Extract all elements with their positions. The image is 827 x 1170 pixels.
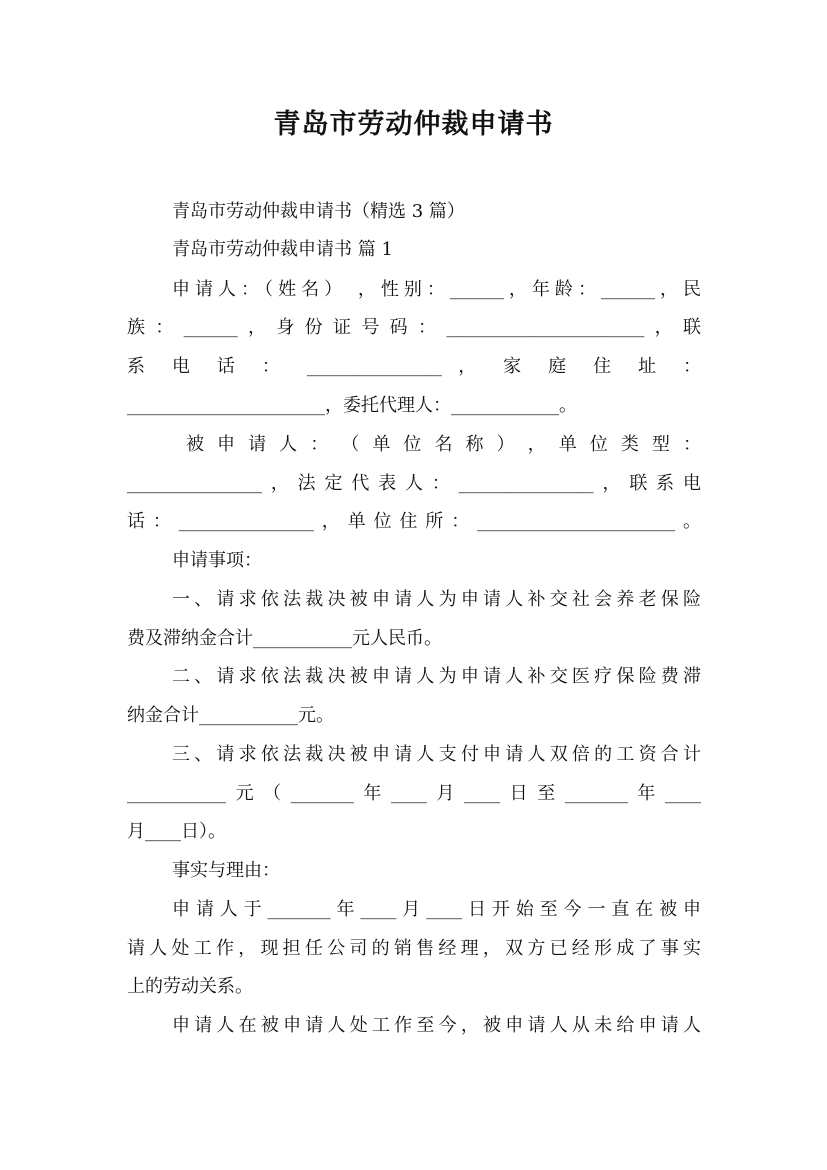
claim-3-line-2: ___________元（_______年____月____日至_______年____ bbox=[127, 783, 701, 804]
claim-1-line-1: 一、请求依法裁决被申请人为申请人补交社会养老保险 bbox=[172, 589, 701, 610]
facts-line-1: 申请人于_______年____月____日开始至今一直在被申 bbox=[172, 899, 701, 920]
facts-line-3: 上的劳动关系。 bbox=[127, 976, 253, 997]
claims-heading: 申请事项： bbox=[172, 550, 262, 571]
claim-2-line-2: 纳金合计___________元。 bbox=[127, 705, 334, 726]
document-title: 青岛市劳动仲裁申请书 bbox=[273, 109, 554, 140]
subtitle-line: 青岛市劳动仲裁申请书（精选 3 篇） bbox=[172, 201, 465, 222]
respondent-line-1: 被 申 请 人 ： （ 单 位 名 称 ） ， 单 位 类 型 ： bbox=[186, 434, 701, 455]
respondent-line-2: _______________，法定代表人：_______________，联系电 bbox=[127, 473, 701, 494]
claim-2-line-1: 二、请求依法裁决被申请人为申请人补交医疗保险费滞 bbox=[172, 666, 701, 687]
facts-line-4: 申请人在被申请人处工作至今，被申请人从未给申请人 bbox=[172, 1015, 701, 1036]
claim-3-line-1: 三、请求依法裁决被申请人支付申请人双倍的工资合计 bbox=[172, 744, 701, 765]
claim-3-line-3: 月____日）。 bbox=[127, 821, 226, 842]
applicant-line-1: 申请人：（姓名） ，性别：______，年龄：______，民 bbox=[172, 279, 701, 300]
claim-1-line-2: 费及滞纳金合计___________元人民币。 bbox=[127, 628, 442, 649]
section-heading: 青岛市劳动仲裁申请书 篇 1 bbox=[172, 239, 393, 260]
facts-heading: 事实与理由： bbox=[172, 860, 280, 881]
facts-line-2: 请人处工作，现担任公司的销售经理，双方已经形成了事实 bbox=[127, 938, 701, 959]
applicant-line-2: 族：______，身份证号码：______________________，联 bbox=[127, 317, 701, 338]
applicant-line-3: 系 电 话 ： _______________ ， 家 庭 住 址 ： bbox=[127, 356, 701, 377]
applicant-line-4: ______________________，委托代理人：____________。 bbox=[127, 395, 577, 416]
respondent-line-3: 话：_______________，单位住所：______________________。 bbox=[127, 511, 701, 532]
